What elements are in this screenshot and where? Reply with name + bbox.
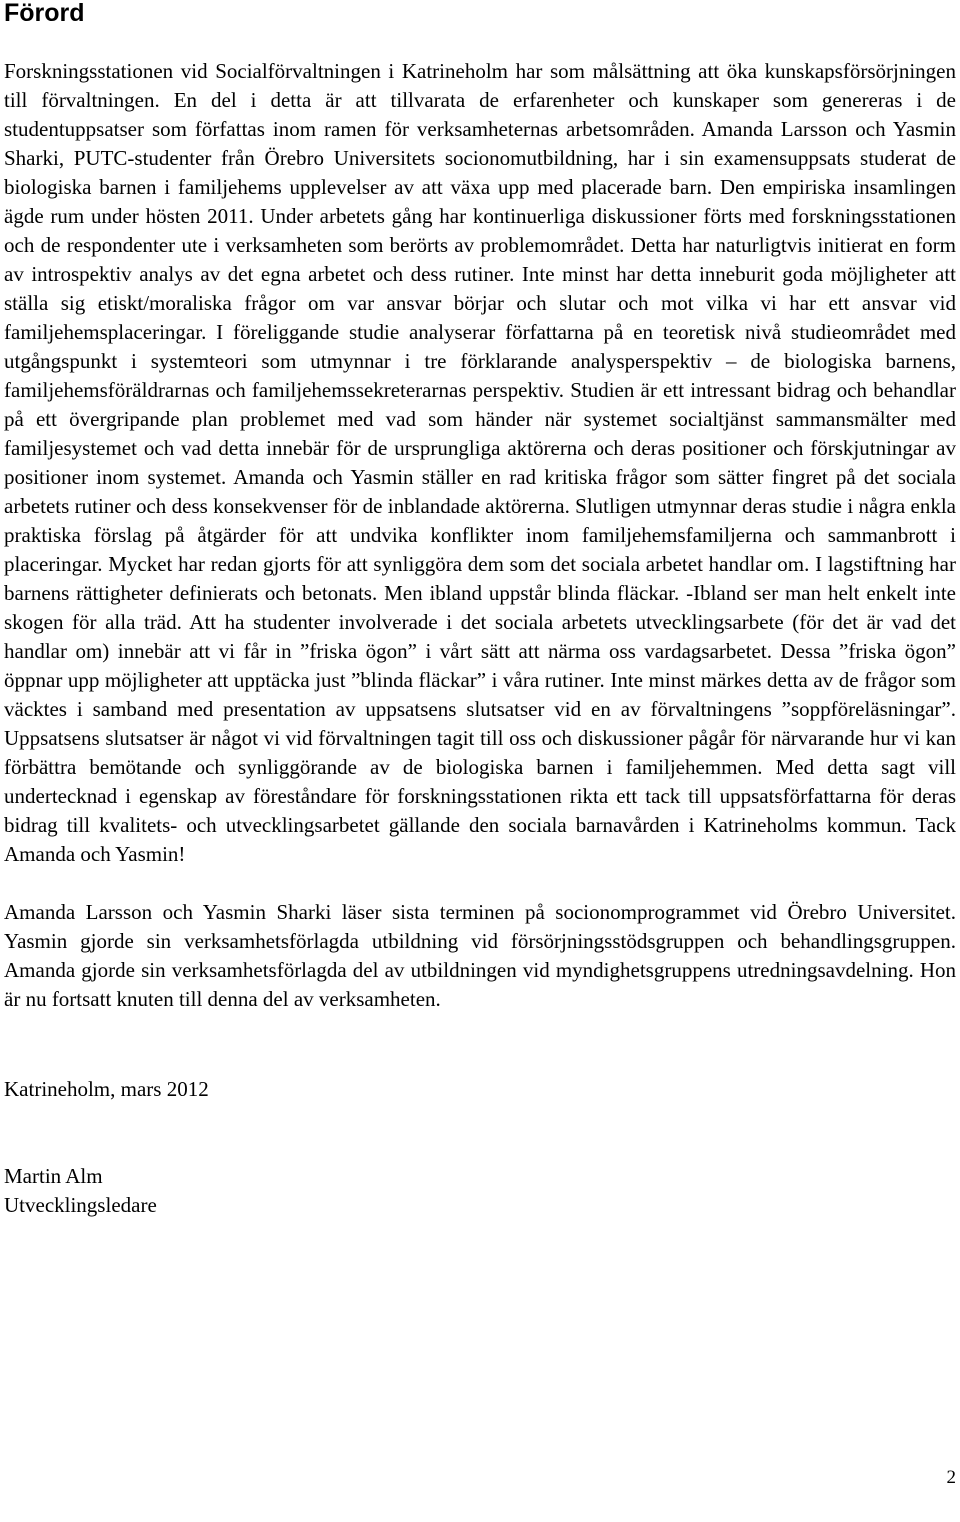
- body-paragraph-authors: Amanda Larsson och Yasmin Sharki läser sista terminen på socionomprogrammet vid Örebro Universitet. Yasmin gjorde sin verksamhetsförlagda utbildning vid försörjningsstödsgruppen och behandlingsgruppen. Amanda gjorde sin verksamhetsförlagda del av utbildningen vid myndighetsgruppens utredningsavdelning. Hon är nu fortsatt knuten till denna del av verksamheten.: [4, 900, 956, 1011]
- place-date: Katrineholm, mars 2012: [4, 1077, 209, 1101]
- page-number: 2: [946, 1467, 956, 1488]
- signer-name: Martin Alm: [4, 1164, 103, 1188]
- document-page: [4, 0, 956, 1220]
- signature-block: [4, 1162, 956, 1220]
- signer-title: Utvecklingsledare: [4, 1193, 157, 1217]
- page-title: Förord: [4, 0, 85, 27]
- body-paragraph-main: Forskningsstationen vid Socialförvaltningen i Katrineholm har som målsättning att öka kunskapsförsörjningen till förvaltningen. En del i detta är att tillvarata de erfarenheter och kunskaper som genereras i de studentuppsatser som författas inom ramen för verksamheternas arbetsområden. Amanda Larsson och Yasmin Sharki, PUTC-studenter från Örebro Universitets socionomutbildning, har i sin examensuppsats studerat de biologiska barnen i familjehems upplevelser av att växa upp med placerade barn. Den empiriska insamlingen ägde rum under hösten 2011. Under arbetets gång har kontinuerliga diskussioner förts med forskningsstationen och de respondenter ute i verksamheten som berörts av problemområdet. Detta har naturligtvis initierat en form av introspektiv analys av det egna arbetet och dess rutiner. Inte minst har detta inneburit goda möjligheter att ställa sig etiskt/moraliska frågor om var ansvar börjar och slutar och mot vilka vi har ett ansvar vid familjehemsplaceringar. I föreliggande studie analyserar författarna på en teoretisk nivå studieområdet med utgångspunkt i systemteori som utmynnar i tre förklarande analysperspektiv – de biologiska barnens, familjehemsföräldrarnas och familjehemssekreterarnas perspektiv. Studien är ett intressant bidrag och behandlar på ett övergripande plan problemet med vad som händer när systemet socialtjänst sammansmälter med familjesystemet och vad detta innebär för de ursprungliga aktörerna och deras positioner och förskjutningar av positioner inom systemet. Amanda och Yasmin ställer en rad kritiska frågor som sätter fingret på det sociala arbetets rutiner och dess konsekvenser för de inblandade aktörerna. Slutligen utmynnar deras studie i några enkla praktiska förslag på åtgärder för att undvika konflikter inom familjehemsfamiljerna och sammanbrott i placeringar. Mycket har redan gjorts för att synliggöra dem som det sociala arbetet handlar om. I lagstiftning har barnens rättigheter definierats och betonats. Men ibland uppstår blinda fläckar. -Ibland ser man helt enkelt inte skogen för alla träd. Att ha studenter involverade i det sociala arbetets utvecklingsarbete (för det är vad det handlar om) innebär att vi får in ”friska ögon” i vårt sätt att närma oss vardagsarbetet. Dessa ”friska ögon” öppnar upp möjligheter att upptäcka just ”blinda fläckar” i våra rutiner. Inte minst märkes detta av de frågor som väcktes i samband med presentation av uppsatsens slutsatser vid en av förvaltningens ”soppföreläsningar”. Uppsatsens slutsatser är något vi vid förvaltningen tagit till oss och diskussioner pågår för närvarande hur vi kan förbättra bemötande och synliggörande av de biologiska barnen i familjehemmen. Med detta sagt vill undertecknad i egenskap av föreståndare för forskningsstationen rikta ett tack till uppsatsförfattarna för deras bidrag till kvalitets- och utvecklingsarbetet gällande den sociala barnavården i Katrineholms kommun. Tack Amanda och Yasmin!: [4, 59, 956, 866]
